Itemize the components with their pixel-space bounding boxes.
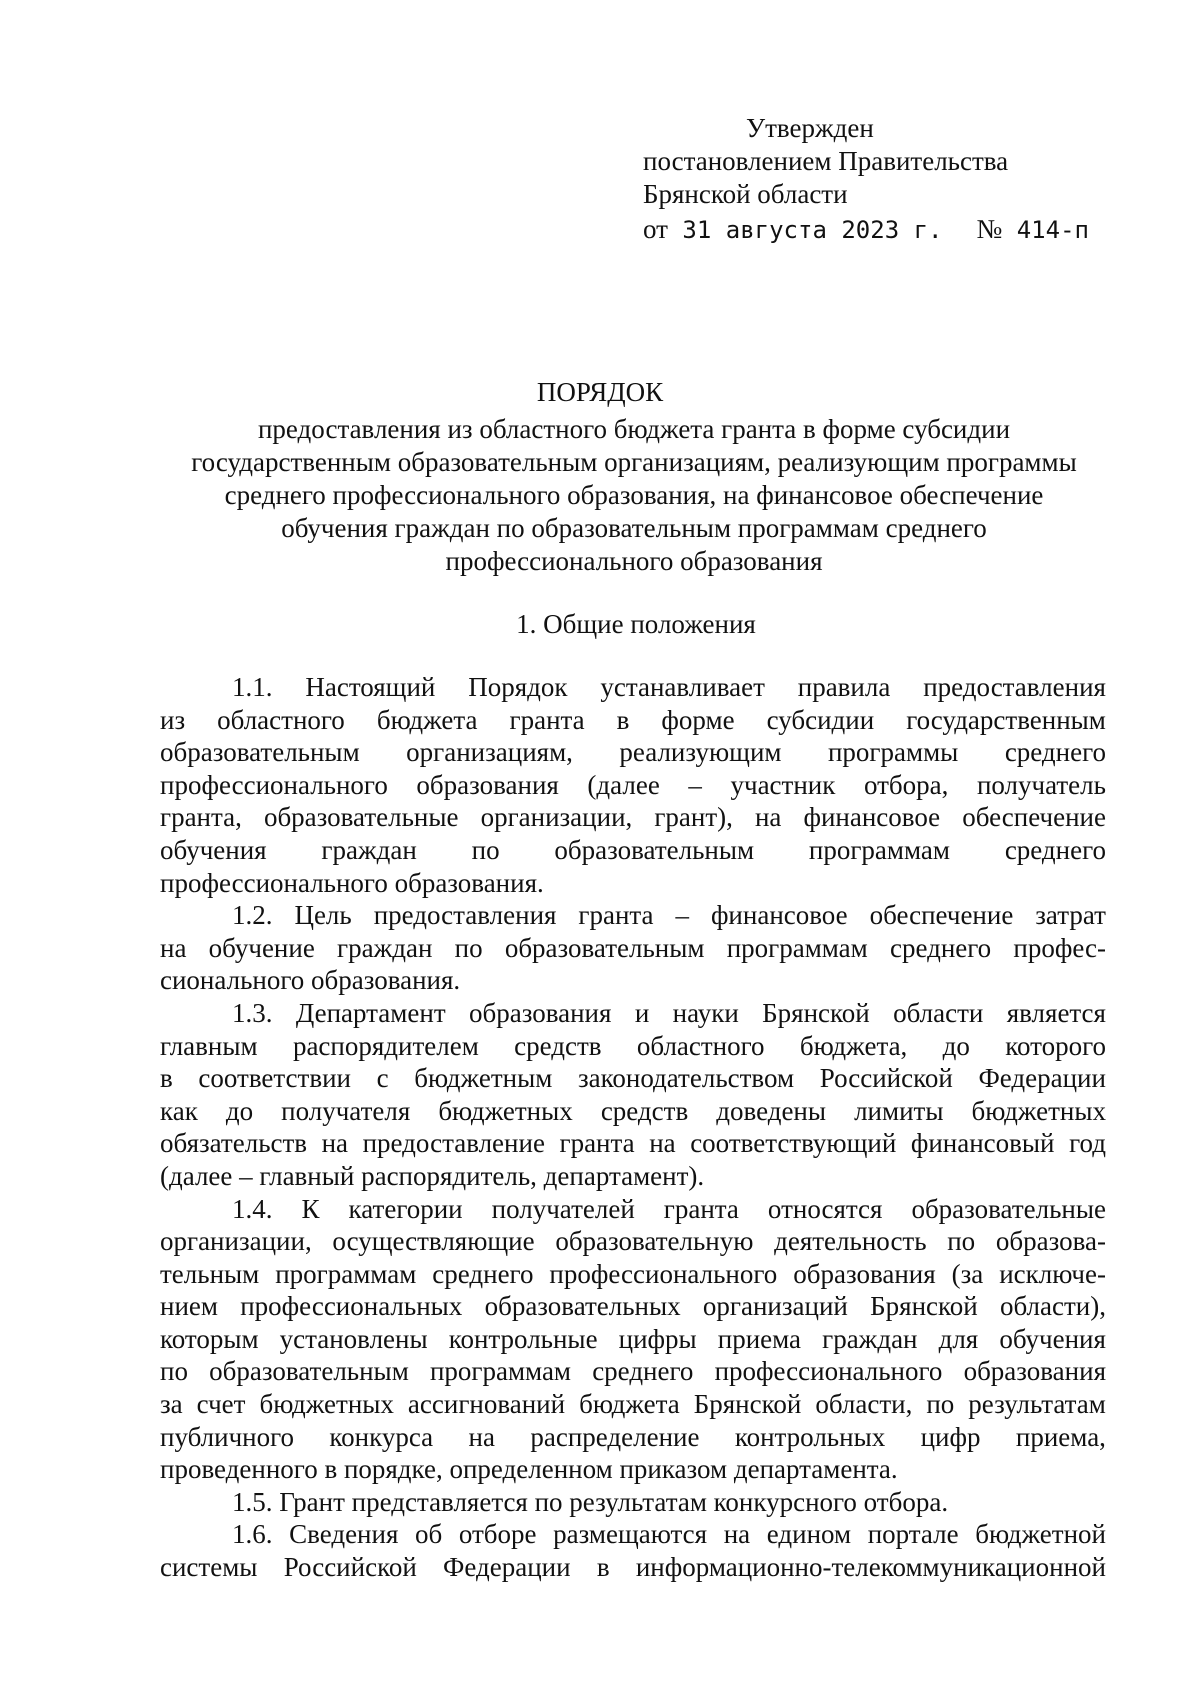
paragraph-line: из областного бюджета гранта в форме субсидии государственным: [160, 704, 1106, 735]
approval-block: [643, 112, 1123, 247]
paragraph-line: 1.5. Грант представляется по результатам конкурсного отбора.: [232, 1486, 949, 1517]
section-heading: 1. Общие положения: [516, 609, 756, 639]
paragraph-line: (далее – главный распорядитель, департамент).: [160, 1160, 705, 1191]
approval-title: Утвержден: [746, 113, 874, 143]
paragraph-line: 1.3. Департамент образования и науки Брянской области является: [232, 997, 1106, 1028]
paragraph-line: как до получателя бюджетных средств доведены лимиты бюджетных: [160, 1095, 1106, 1126]
paragraph-line: 1.2. Цель предоставления гранта – финансовое обеспечение затрат: [232, 900, 1106, 931]
paragraph-line: которым установлены контрольные цифры приема граждан для обучения: [160, 1323, 1106, 1354]
paragraph-line: гранта, образовательные организации, грант), на финансовое обеспечение: [160, 802, 1106, 833]
paragraph-line: в соответствии с бюджетным законодательством Российской Федерации: [160, 1063, 1106, 1094]
paragraph-line: организации, осуществляющие образовательную деятельность по образова-: [160, 1226, 1106, 1257]
decree-prefix: от: [643, 214, 668, 244]
paragraph-line: главным распорядителем средств областного бюджета, до которого: [160, 1030, 1106, 1061]
decree-number-label: №: [976, 214, 1003, 244]
paragraph-line: системы Российской Федерации в информационно-телекоммуникационной: [160, 1552, 1106, 1583]
decree-date-number: [643, 213, 1123, 247]
paragraph-line: нием профессиональных образовательных организаций Брянской области),: [160, 1291, 1106, 1322]
document-title: ПОРЯДОК: [536, 377, 664, 407]
paragraph-line: проведенного в порядке, определенном приказом департамента.: [160, 1454, 898, 1485]
decree-number: 414-п: [1016, 216, 1089, 244]
paragraph-line: 1.1. Настоящий Порядок устанавливает правила предоставления: [232, 672, 1106, 702]
paragraph-line: публичного конкурса на распределение контрольных цифр приема,: [160, 1421, 1106, 1452]
paragraph-line: профессионального образования.: [160, 867, 544, 898]
approval-decree-authority: постановлением Правительства: [643, 146, 1009, 176]
paragraph-line: за счет бюджетных ассигнований бюджета Брянской области, по результатам: [160, 1389, 1106, 1420]
subtitle-line: обучения граждан по образовательным программам среднего: [281, 513, 987, 543]
paragraph-line: профессионального образования (далее – участник отбора, получатель: [160, 769, 1106, 800]
paragraph-line: сионального образования.: [160, 965, 461, 996]
paragraph-line: 1.6. Сведения об отборе размещаются на едином портале бюджетной: [232, 1519, 1106, 1550]
paragraph-line: 1.4. К категории получателей гранта относятся образовательные: [232, 1193, 1106, 1224]
paragraph-line: на обучение граждан по образовательным программам среднего профес-: [160, 932, 1106, 963]
subtitle-line: профессионального образования: [445, 546, 823, 576]
decree-date: 31 августа 2023 г.: [682, 216, 943, 244]
subtitle-line: предоставления из областного бюджета гранта в форме субсидии: [257, 414, 1011, 444]
subtitle-line: среднего профессионального образования, на финансовое обеспечение: [224, 480, 1044, 510]
document-subtitle: [160, 413, 1108, 578]
document-body: [160, 671, 1106, 1584]
paragraph-line: образовательным организациям, реализующим программы среднего: [160, 737, 1106, 768]
paragraph-line: обязательств на предоставление гранта на соответствующий финансовый год: [160, 1128, 1106, 1159]
paragraph-line: обучения граждан по образовательным программам среднего: [160, 834, 1106, 865]
paragraph-line: тельным программам среднего профессионального образования (за исключе-: [160, 1258, 1106, 1289]
paragraph-line: по образовательным программам среднего профессионального образования: [160, 1356, 1106, 1387]
subtitle-line: государственным образовательным организациям, реализующим программы: [191, 447, 1077, 477]
approval-region: Брянской области: [643, 179, 848, 209]
